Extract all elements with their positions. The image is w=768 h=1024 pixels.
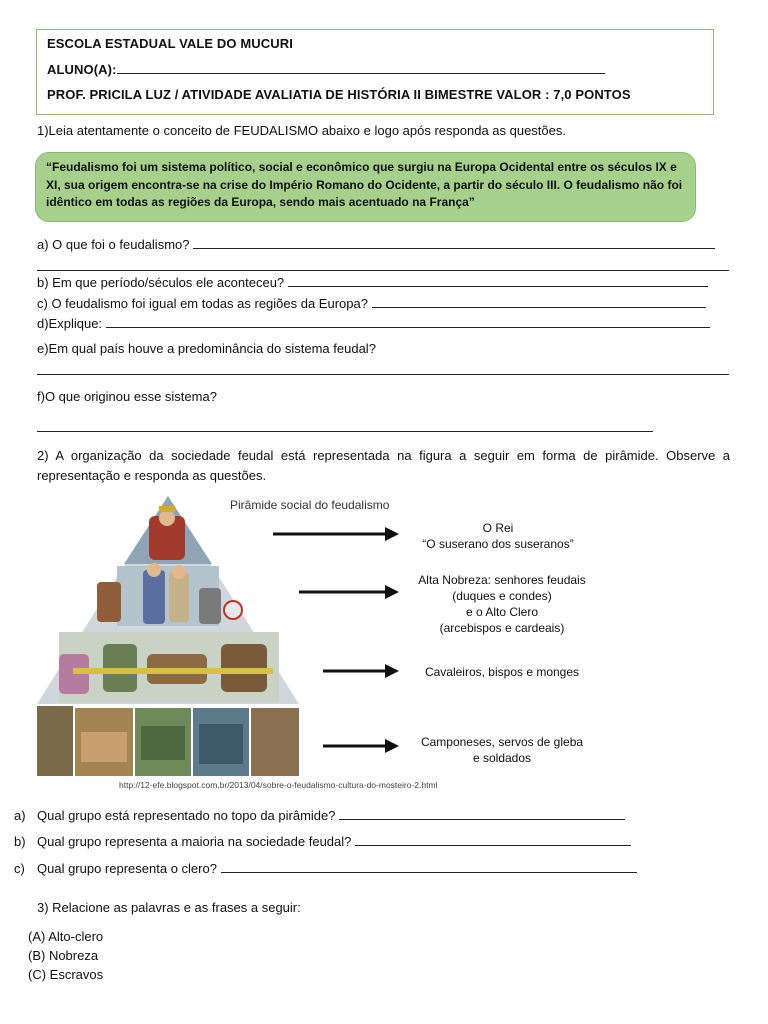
q3-option-a: (A) Alto-clero (28, 929, 104, 944)
nobility-label-1: Alta Nobreza: senhores feudais (418, 573, 586, 587)
q1-a-text: a) O que foi o feudalismo? (37, 237, 190, 252)
q3-option-c: (C) Escravos (28, 967, 104, 982)
q1-c (37, 296, 706, 311)
feudal-pyramid-figure (37, 494, 613, 792)
q1-instruction: 1)Leia atentamente o conceito de FEUDALISMO abaixo e logo após responda as questões. (37, 123, 566, 138)
q2-instruction: 2) A organização da sociedade feudal está representada na figura a seguir em forma de pirâmide. Observe a representação e responda as questões. (37, 448, 730, 483)
q2-item-b (14, 834, 631, 849)
header-box (36, 29, 714, 115)
q1-d-answer-line[interactable] (106, 326, 710, 328)
pyramid-level-peasants (397, 734, 607, 766)
peasants-label-2: e soldados (472, 751, 532, 765)
q2-item-b-marker: b) (14, 834, 26, 849)
figure-source-url: http://12-efe.blogspot.com.br/2013/04/sobre-o-feudalismo-cultura-do-mosteiro-2.html (119, 780, 438, 790)
teacher-activity-info: PROF. PRICILA LUZ / ATIVIDADE AVALIATIA DE HISTÓRIA II BIMESTRE VALOR : 7,0 PONTOS (47, 87, 631, 102)
pyramid-level-knights: Cavaleiros, bispos e monges (424, 665, 580, 679)
q2-item-c-marker: c) (14, 861, 25, 876)
q1-d-text: d)Explique: (37, 316, 103, 331)
pyramid-level-king (399, 520, 597, 552)
q1-b-answer-line[interactable] (288, 285, 708, 287)
q1-e-text: e)Em qual país houve a predominância do sistema feudal? (37, 341, 376, 356)
nobility-label-2: (duques e condes) (452, 589, 552, 603)
king-label: O Rei (482, 521, 514, 535)
student-name-blank[interactable] (117, 72, 605, 74)
peasants-label-1: Camponeses, servos de gleba (420, 735, 584, 749)
q1-e-answer-line[interactable] (37, 374, 729, 375)
q1-c-answer-line[interactable] (372, 306, 706, 308)
student-name-row (47, 62, 605, 77)
q2-item-c (14, 861, 637, 876)
student-label: ALUNO(A): (47, 62, 117, 77)
pyramid-level-high-nobility (393, 572, 611, 636)
q1-c-text: c) O feudalismo foi igual em todas as regiões da Europa? (37, 296, 368, 311)
q2-item-a-text: Qual grupo está representado no topo da pirâmide? (37, 808, 336, 823)
q3-instruction: 3) Relacione as palavras e as frases a seguir: (37, 900, 301, 915)
q1-f-answer-line[interactable] (37, 431, 653, 432)
q1-a-answer-line[interactable] (193, 247, 715, 249)
q1-b (37, 275, 708, 290)
king-subtitle: “O suserano dos suseranos” (422, 537, 574, 551)
q2-item-a-answer-line[interactable] (339, 818, 625, 820)
q1-a-answer-line-2[interactable] (37, 270, 729, 271)
nobility-label-4: (arcebispos e cardeais) (439, 621, 565, 635)
q2-item-a (14, 808, 625, 823)
q2-item-a-marker: a) (14, 808, 26, 823)
nobility-label-3: e o Alto Clero (465, 605, 539, 619)
q1-a (37, 237, 715, 252)
figure-title: Pirâmide social do feudalismo (230, 498, 390, 512)
feudalism-quote: “Feudalismo foi um sistema político, social e econômico que surgiu na Europa Ocidental entre os séculos IX e XI, sua origem encontra-se na crise do Império Romano do Ocidente, a partir do século III. O feudalismo não foi idêntico em todas as regiões da Europa, sendo mais acentuado na França” (35, 152, 696, 222)
q3-option-b: (B) Nobreza (28, 948, 99, 963)
q2-item-b-answer-line[interactable] (355, 844, 631, 846)
q2-item-c-text: Qual grupo representa o clero? (37, 861, 217, 876)
q1-f-text: f)O que originou esse sistema? (37, 389, 217, 404)
q2-item-c-answer-line[interactable] (221, 871, 637, 873)
q1-d (37, 316, 710, 331)
q2-item-b-text: Qual grupo representa a maioria na sociedade feudal? (37, 834, 352, 849)
school-name: ESCOLA ESTADUAL VALE DO MUCURI (47, 36, 293, 51)
q1-b-text: b) Em que período/séculos ele aconteceu? (37, 275, 285, 290)
